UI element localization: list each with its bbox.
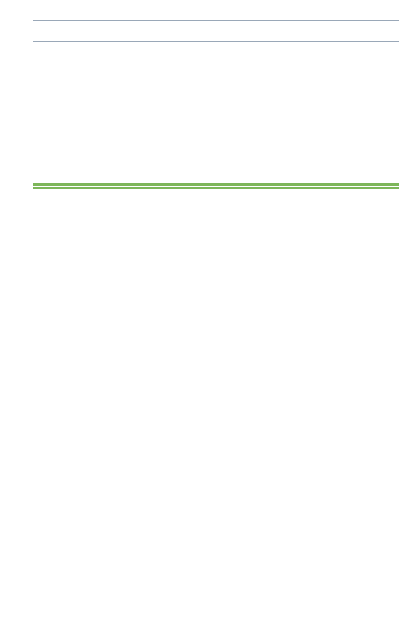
toc-divider [33, 20, 399, 21]
toc-section-stars [33, 27, 399, 40]
green-rule [33, 183, 399, 186]
green-rule [33, 187, 399, 189]
toc-divider [33, 41, 399, 42]
imprint [0, 226, 410, 232]
table-of-contents [33, 18, 399, 43]
